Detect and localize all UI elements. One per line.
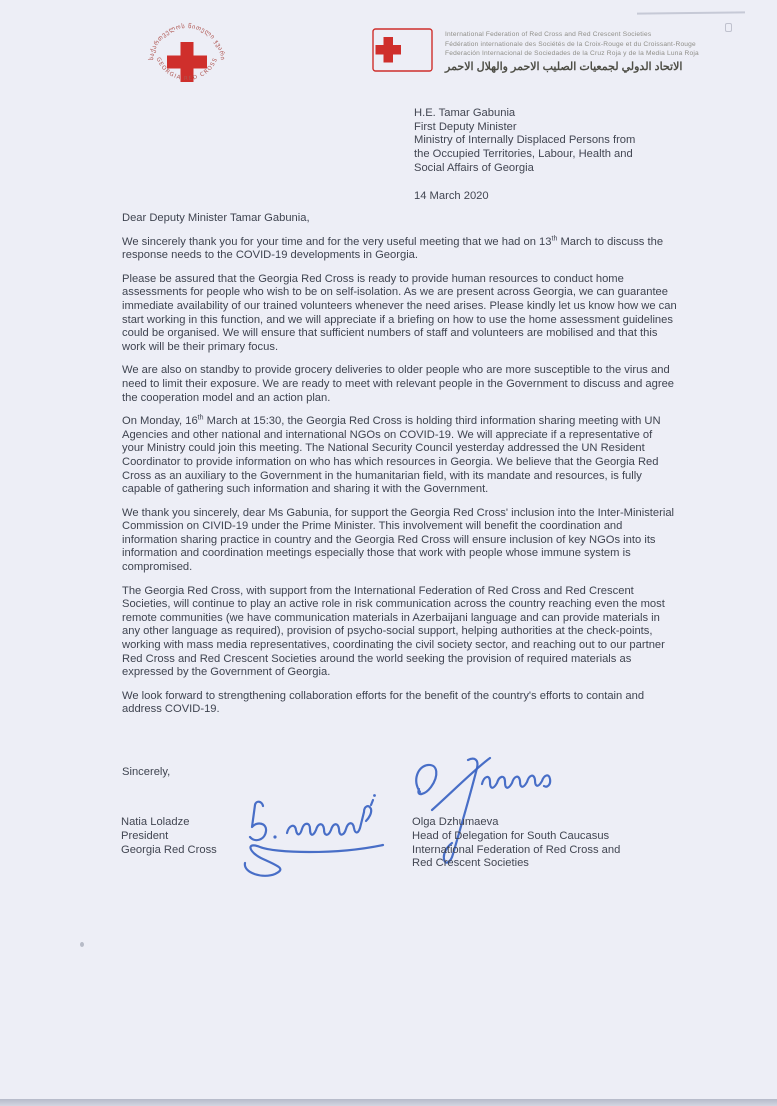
body-paragraph: We thank you sincerely, dear Ms Gabunia, for support the Georgia Red Cross' inclusion into the Inter-Ministerial Commission on CIVID-19 under the Prime Minister. This involvement will benefit the coordination and information sharing practice in country and the Georgia Red Cross will ensure inclusion of key NGOs into its information and coordination meetings especially those that work with people whose immune system is compromised.	[122, 506, 675, 574]
signer-right-name: Olga Dzhumaeva	[412, 816, 499, 828]
letter-body	[122, 212, 677, 727]
letter-date: 14 March 2020	[414, 190, 489, 202]
scan-artifact-speck	[725, 23, 732, 32]
red-cross-red-crescent-emblem-icon	[372, 28, 433, 72]
signer-left-org: Georgia Red Cross	[121, 843, 217, 856]
signer-right-block	[412, 816, 620, 871]
recipient-address	[414, 107, 635, 176]
ifrc-name-en: International Federation of Red Cross and Red Crescent Societies	[445, 31, 652, 38]
signer-right-title: Head of Delegation for South Caucasus	[412, 829, 610, 842]
body-paragraph: On Monday, 16th March at 15:30, the Georgia Red Cross is holding third information sharing meeting with UN Agencies and other national and international NGOs on COVID-19. We will appreciate if a representative of your Ministry could join this meeting. The National Security Council yesterday addressed the UN Resident Coordinator to provide information on who has which resources in Georgia. We believe that the Georgia Red Cross as an auxiliary to the Government in the humanitarian field, with its mandate and resources, is fully capable of gathering such information and sharing it with the Government.	[122, 414, 661, 496]
signer-left-title: President	[121, 829, 169, 842]
scan-edge-strip	[0, 1099, 777, 1106]
signer-left-block	[121, 816, 217, 857]
body-paragraph: We sincerely thank you for your time and for the very useful meeting that we had on 13th March to discuss the response needs to the COVID-19 developments in Georgia.	[122, 234, 664, 262]
body-paragraph: Please be assured that the Georgia Red Cross is ready to provide human resources to conduct home assessments for people who wish to be on self-isolation. As we are present across Georgia, we can guarantee immediate availability of our trained volunteers whenever the need arises. Please kindly let us know how we can start working in this function, and we will appreciate if a briefing on how to use the home assessment guidelines could be organised. We will ensure that sufficient numbers of staff and volunteers are mobilised and that this work will be their primary focus.	[122, 272, 677, 353]
red-crescent-icon	[408, 36, 423, 65]
ifrc-name-fr: Fédération internationale des Sociétés de la Croix-Rouge et du Croissant-Rouge	[445, 40, 696, 48]
ifrc-logo-block	[372, 28, 699, 74]
signer-right-org-line1: International Federation of Red Cross and	[412, 843, 621, 856]
scan-artifact-line	[637, 11, 745, 14]
salutation: Dear Deputy Minister Tamar Gabunia,	[122, 212, 310, 224]
recipient-line: Social Affairs of Georgia	[414, 161, 534, 174]
natia-loladze-signature-icon	[205, 792, 410, 884]
recipient-line: H.E. Tamar Gabunia	[414, 107, 516, 119]
ifrc-name-ar: الاتحاد الدولي لجمعيات الصليب الاحمر والهلال الاحمر	[445, 60, 683, 73]
georgia-red-cross-logo-icon	[141, 18, 233, 104]
grc-arc-bottom-text: GEORGIA RED CROSS	[154, 56, 220, 83]
ifrc-name-es: Federación Internacional de Sociedades de la Cruz Roja y de la Media Luna Roja	[445, 50, 699, 58]
ifrc-wordmark	[445, 28, 699, 74]
red-cross-icon	[376, 37, 402, 63]
closing-sincerely: Sincerely,	[122, 766, 171, 778]
body-paragraph: We are also on standby to provide grocery deliveries to older people who are more susceptible to the virus and need to limit their exposure. We are ready to meet with relevant people in the Government to discuss and agree the cooperation model and an action plan.	[122, 364, 675, 404]
signer-left-name: Natia Loladze	[121, 816, 190, 828]
recipient-line: the Occupied Territories, Labour, Health and	[414, 148, 633, 161]
recipient-line: Ministry of Internally Displaced Persons from	[414, 134, 636, 147]
scan-artifact-dot	[80, 942, 84, 947]
body-paragraph: We look forward to strengthening collaboration efforts for the benefit of the country's efforts to contain and address COVID-19.	[122, 689, 645, 716]
grc-arc-top-text: საქართველოს წითელი ჯვარი	[148, 22, 226, 61]
recipient-line: First Deputy Minister	[414, 120, 517, 133]
body-paragraph: The Georgia Red Cross, with support from the International Federation of Red Cross and Red Crescent Societies, will continue to play an active role in risk communication across the country reaching even the most remote communities (we have communication materials in Azerbaijani language and can provide materials in any other language as required), provision of psycho-social support, helping authorities at the check-points, working with mass media representatives, coordinating the civil society sector, and reaching out to our partner Red Cross and Red Crescent Societies around the world seeking the provision of required materials as expressed by the Government of Georgia.	[122, 584, 665, 679]
signer-right-org-line2: Red Crescent Societies	[412, 857, 529, 870]
